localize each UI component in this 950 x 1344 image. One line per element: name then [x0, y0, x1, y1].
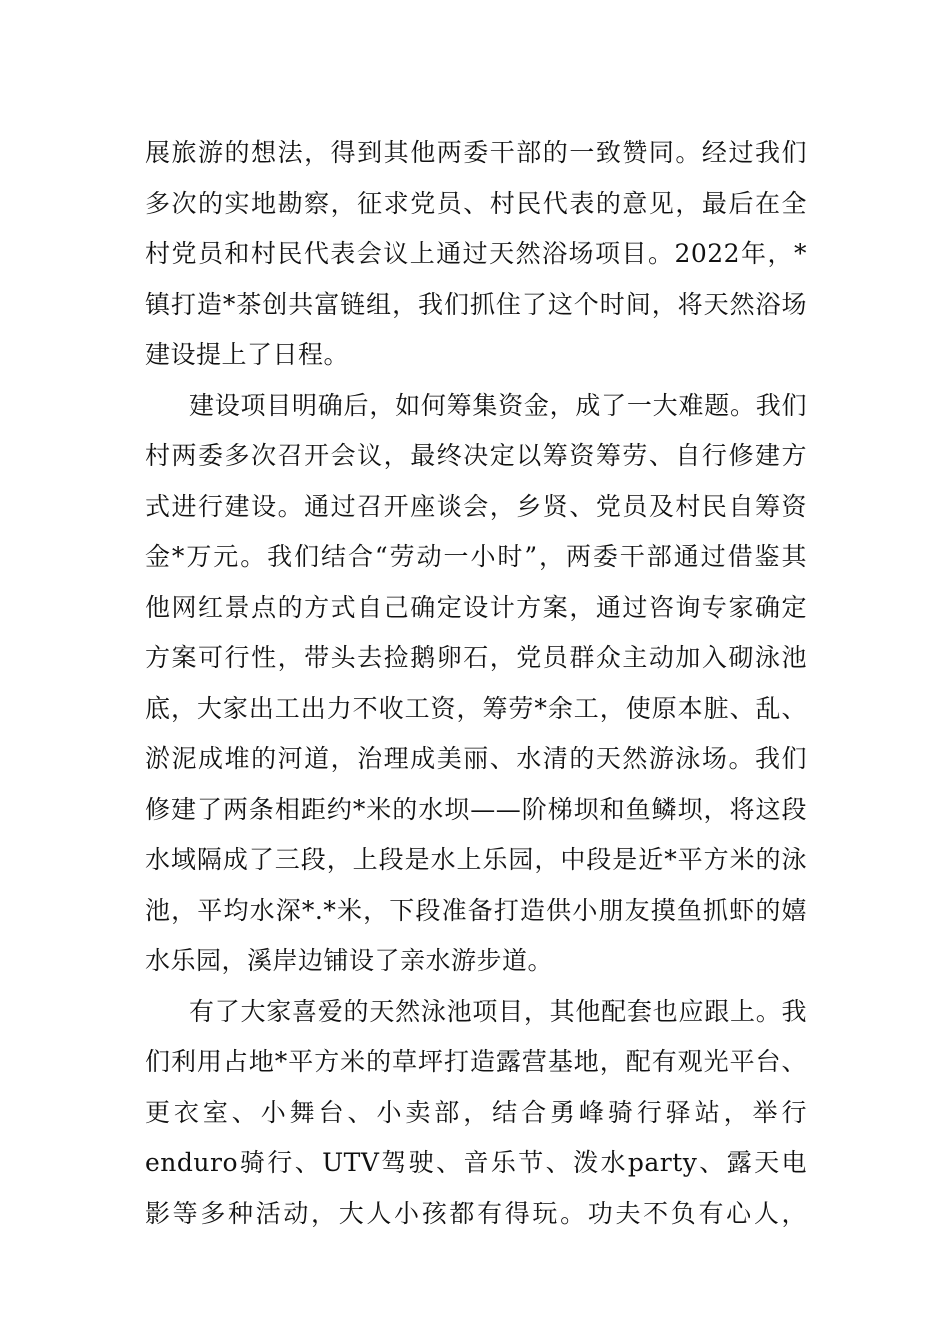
document-body: [145, 128, 807, 1239]
paragraph-2: [145, 381, 807, 987]
text-line: 水乐园，溪岸边铺设了亲水游步道。: [145, 946, 554, 975]
text-line: 他网红景点的方式自己确定设计方案，通过咨询专家确定: [145, 592, 807, 622]
text-line: 水域隔成了三段，上段是水上乐园，中段是近*平方米的泳: [145, 845, 807, 874]
text-line: 村两委多次召开会议，最终决定以筹资筹劳、自行修建方: [145, 441, 807, 470]
paragraph-1: [145, 128, 807, 381]
text-line: 更衣室、小舞台、小卖部，结合勇峰骑行驿站，举行: [145, 1097, 807, 1127]
text-line: 展旅游的想法，得到其他两委干部的一致赞同。经过我们: [145, 138, 807, 167]
text-line: enduro骑行、UTV驾驶、音乐节、泼水party、露天电: [145, 1148, 807, 1177]
text-line: 多次的实地勘察，征求党员、村民代表的意见，最后在全: [145, 188, 807, 218]
text-line: 修建了两条相距约*米的水坝——阶梯坝和鱼鳞坝，将这段: [145, 794, 807, 824]
text-line: 式进行建设。通过召开座谈会，乡贤、党员及村民自筹资: [145, 491, 807, 521]
text-line: 方案可行性，带头去捡鹅卵石，党员群众主动加入砌泳池: [145, 643, 807, 672]
text-line: 建设项目明确后，如何筹集资金，成了一大难题。我们: [189, 390, 807, 420]
paragraph-3: [145, 987, 807, 1240]
text-line: 镇打造*茶创共富链组，我们抓住了这个时间，将天然浴场: [145, 289, 807, 319]
text-line: 村党员和村民代表会议上通过天然浴场项目。2022年，*: [145, 239, 807, 268]
text-line: 池，平均水深*.*米，下段准备打造供小朋友摸鱼抓虾的嬉: [145, 895, 807, 925]
text-line: 淤泥成堆的河道，治理成美丽、水清的天然游泳场。我们: [145, 744, 807, 773]
text-line: 建设提上了日程。: [145, 340, 350, 369]
text-line: 们利用占地*平方米的草坪打造露营基地，配有观光平台、: [145, 1047, 807, 1076]
text-line: 底，大家出工出力不收工资，筹劳*余工，使原本脏、乱、: [145, 693, 807, 723]
text-line: 影等多种活动，大人小孩都有得玩。功夫不负有心人，: [145, 1198, 807, 1228]
text-line: 金*万元。我们结合“劳动一小时”，两委干部通过借鉴其: [145, 542, 807, 571]
text-line: 有了大家喜爱的天然泳池项目，其他配套也应跟上。我: [189, 996, 807, 1026]
